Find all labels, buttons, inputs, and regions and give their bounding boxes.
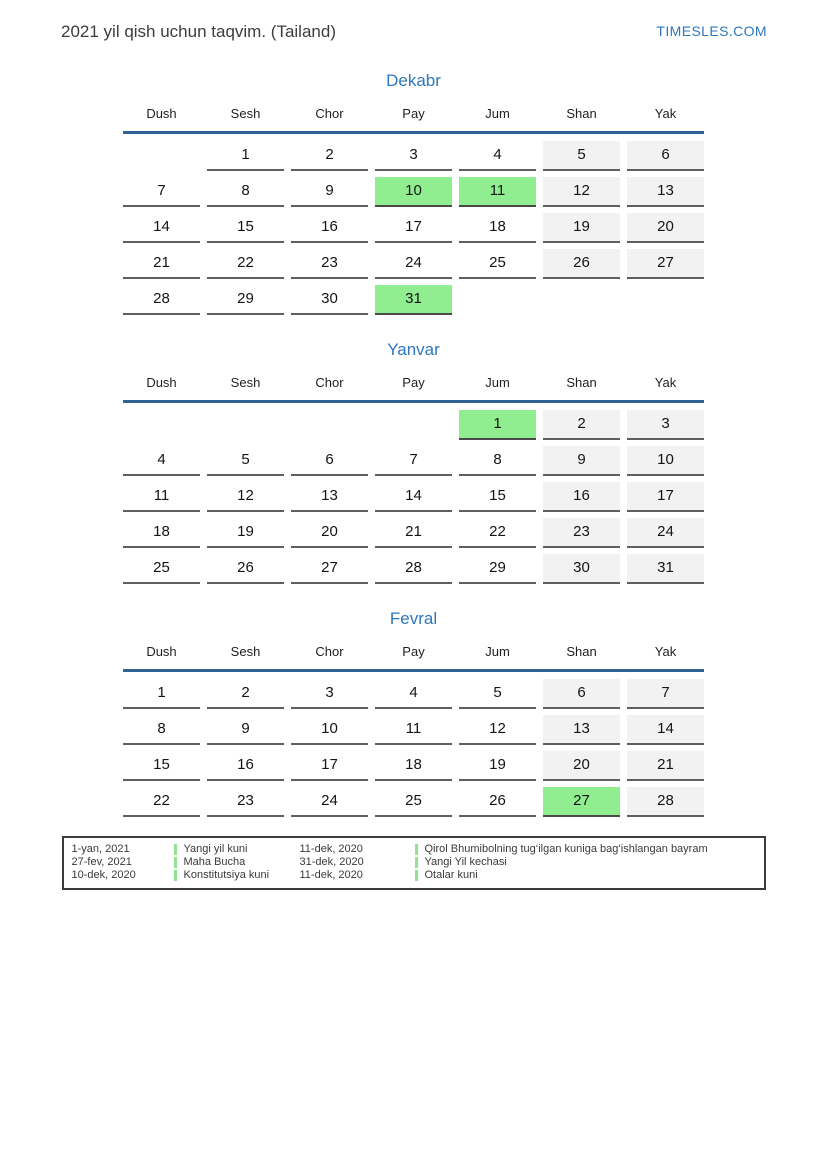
day-cell: 23 [291,249,368,279]
weekday-label: Dush [146,644,177,659]
weekday-label: Shan [566,375,597,390]
day-cell-empty [123,410,200,438]
weeks-grid [123,141,704,315]
day-cell: 26 [459,787,536,817]
day-cell: 12 [543,177,620,207]
day-cell: 9 [207,715,284,745]
weekday-label: Pay [402,106,425,121]
weekday-label: Pay [402,644,425,659]
day-cell-empty [627,285,704,313]
day-cell: 25 [375,787,452,817]
day-cell: 3 [375,141,452,171]
day-cell: 27 [291,554,368,584]
day-cell: 8 [459,446,536,476]
page-header [0,0,827,43]
day-cell: 13 [627,177,704,207]
weekday-label: Jum [485,644,510,659]
legend-label: Konstitutsiya kuni [183,869,270,881]
weekday-label: Yak [654,644,677,659]
day-cell: 15 [459,482,536,512]
legend-date: 1-yan, 2021 [71,843,130,855]
day-cell: 13 [543,715,620,745]
day-cell: 14 [375,482,452,512]
day-cell: 21 [123,249,200,279]
weekday-label: Jum [485,375,510,390]
legend-entry [415,869,764,882]
day-cell: 6 [627,141,704,171]
legend-date: 11-dek, 2020 [299,843,363,855]
weekday-label: Shan [566,106,597,121]
day-cell: 3 [291,679,368,709]
day-cell-empty [207,410,284,438]
day-cell: 19 [459,751,536,781]
day-cell: 8 [123,715,200,745]
weekday-label: Sesh [230,106,261,121]
holiday-marker-icon [415,857,418,868]
month-title: Yanvar [387,340,440,359]
weekday-label: Shan [566,644,597,659]
day-cell: 14 [627,715,704,745]
day-cell: 27 [543,787,620,817]
weekday-label: Chor [315,375,344,390]
day-cell: 1 [123,679,200,709]
weekday-header-row [123,105,704,134]
day-cell: 22 [207,249,284,279]
day-cell: 2 [543,410,620,440]
day-cell: 17 [291,751,368,781]
day-cell: 12 [459,715,536,745]
weekday-label: Chor [315,644,344,659]
weekday-header-row [123,374,704,403]
legend-entry [415,856,764,869]
site-link[interactable]: TIMESLES.COM [656,23,767,39]
day-cell: 24 [291,787,368,817]
legend-label: Otalar kuni [424,869,478,881]
weekday-label: Pay [402,375,425,390]
legend-label: Yangi Yil kechasi [424,856,507,868]
day-cell: 22 [123,787,200,817]
month-yanvar [123,339,704,584]
weekday-label: Yak [654,375,677,390]
day-cell: 10 [375,177,452,207]
day-cell: 11 [123,482,200,512]
month-fevral [123,608,704,817]
day-cell: 31 [627,554,704,584]
day-cell: 3 [627,410,704,440]
day-cell: 2 [207,679,284,709]
month-title: Fevral [389,609,438,628]
holiday-marker-icon [415,870,418,881]
day-cell: 7 [627,679,704,709]
day-cell: 1 [459,410,536,440]
day-cell-empty [543,285,620,313]
legend-grid [64,843,764,882]
day-cell: 4 [459,141,536,171]
legend-date: 27-fev, 2021 [71,856,132,868]
day-cell: 11 [375,715,452,745]
day-cell: 7 [123,177,200,207]
day-cell: 21 [627,751,704,781]
day-cell: 28 [375,554,452,584]
page-title: 2021 yil qish uchun taqvim. (Tailand) [61,22,336,41]
day-cell: 15 [123,751,200,781]
legend-date: 10-dek, 2020 [71,869,136,881]
weekday-label: Jum [485,106,510,121]
day-cell: 18 [375,751,452,781]
legend-entry [415,843,764,856]
day-cell: 17 [375,213,452,243]
day-cell: 30 [291,285,368,315]
day-cell: 29 [207,285,284,315]
day-cell: 14 [123,213,200,243]
holiday-marker-icon [174,844,177,855]
day-cell: 6 [543,679,620,709]
weekday-label: Dush [146,106,177,121]
legend-box [62,836,766,890]
day-cell: 20 [543,751,620,781]
day-cell: 25 [459,249,536,279]
day-cell: 23 [207,787,284,817]
day-cell: 19 [207,518,284,548]
weekday-label: Sesh [230,375,261,390]
day-cell: 26 [207,554,284,584]
day-cell: 8 [207,177,284,207]
legend-entry [174,856,300,869]
day-cell: 9 [291,177,368,207]
weeks-grid [123,410,704,584]
day-cell: 24 [627,518,704,548]
day-cell-empty [291,410,368,438]
day-cell: 12 [207,482,284,512]
day-cell: 1 [207,141,284,171]
month-title: Dekabr [386,71,441,90]
day-cell: 29 [459,554,536,584]
day-cell-empty [375,410,452,438]
weekday-label: Dush [146,375,177,390]
holiday-marker-icon [174,857,177,868]
day-cell: 26 [543,249,620,279]
day-cell: 22 [459,518,536,548]
day-cell: 18 [459,213,536,243]
holiday-marker-icon [174,870,177,881]
day-cell: 2 [291,141,368,171]
day-cell: 13 [291,482,368,512]
day-cell: 18 [123,518,200,548]
day-cell: 19 [543,213,620,243]
day-cell: 11 [459,177,536,207]
day-cell: 28 [123,285,200,315]
legend-label: Yangi yil kuni [183,843,248,855]
day-cell: 5 [207,446,284,476]
day-cell-empty [123,141,200,169]
legend-label: Maha Bucha [183,856,246,868]
day-cell: 20 [291,518,368,548]
day-cell: 17 [627,482,704,512]
legend-entry [174,843,300,856]
weekday-label: Chor [315,106,344,121]
day-cell: 27 [627,249,704,279]
weeks-grid [123,679,704,817]
months [0,70,827,817]
month-dekabr [123,70,704,315]
day-cell: 9 [543,446,620,476]
day-cell: 25 [123,554,200,584]
day-cell: 4 [123,446,200,476]
day-cell: 15 [207,213,284,243]
day-cell-empty [459,285,536,313]
weekday-label: Yak [654,106,677,121]
weekday-label: Sesh [230,644,261,659]
day-cell: 10 [627,446,704,476]
day-cell: 30 [543,554,620,584]
day-cell: 28 [627,787,704,817]
day-cell: 16 [291,213,368,243]
day-cell: 7 [375,446,452,476]
day-cell: 4 [375,679,452,709]
day-cell: 5 [459,679,536,709]
day-cell: 31 [375,285,452,315]
day-cell: 6 [291,446,368,476]
day-cell: 5 [543,141,620,171]
legend-entry [174,869,300,882]
day-cell: 21 [375,518,452,548]
day-cell: 20 [627,213,704,243]
holiday-marker-icon [415,844,418,855]
day-cell: 16 [543,482,620,512]
legend-date: 11-dek, 2020 [299,869,363,881]
day-cell: 23 [543,518,620,548]
legend-label: Qirol Bhumibolning tug‘ilgan kuniga bag‘ishlangan bayram [424,843,708,855]
legend-date: 31-dek, 2020 [299,856,364,868]
day-cell: 16 [207,751,284,781]
day-cell: 24 [375,249,452,279]
weekday-header-row [123,643,704,672]
day-cell: 10 [291,715,368,745]
